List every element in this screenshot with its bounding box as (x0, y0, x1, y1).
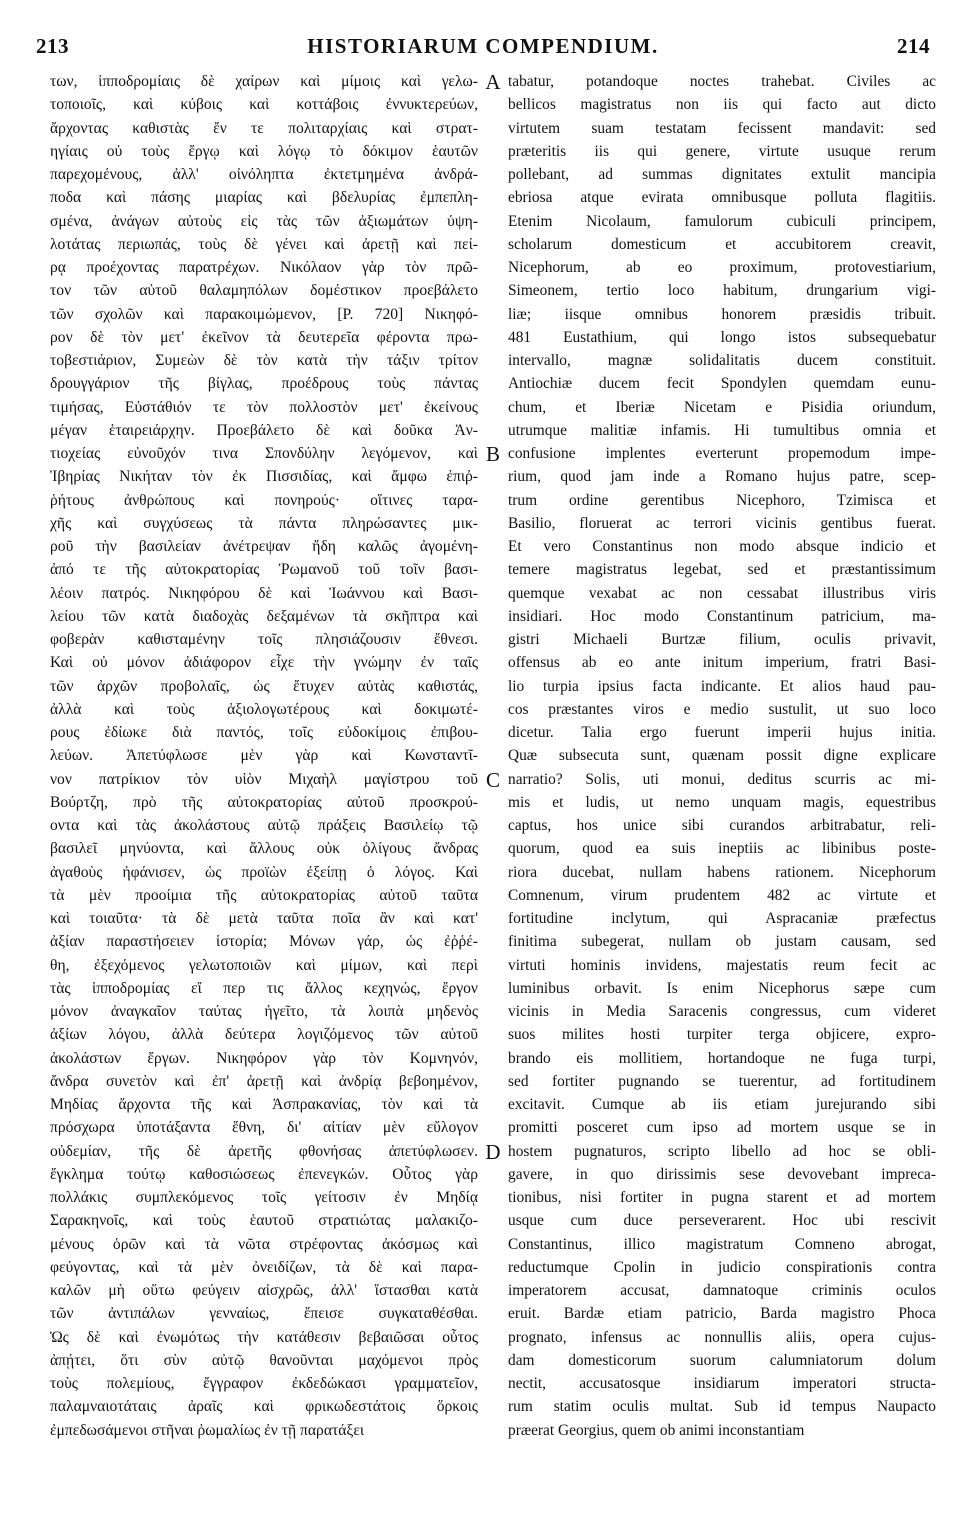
text-line: τῶν ἀρχῶν προβολαῖς, ὡς ἔτυχεν αὐτὰς καθιστάς, (50, 677, 478, 695)
text-line: καὶ τοιαῦτα· τὰ δὲ μετὰ ταῦτα ποῖα ἂν καὶ κατ' (50, 910, 478, 927)
text-line: excitavit. Cumque ab iis etiam jurejurando sibi (508, 1096, 936, 1113)
text-line: φεύγοντας, καὶ τὰ μὲν ὀνειδίζων, τὰ δὲ καὶ παρα- (50, 1258, 478, 1276)
text-line: μένους ὁρῶν καὶ τὰ νῶτα στρέφοντας ἀκόσμως καὶ (50, 1235, 478, 1253)
text-line: ἄρχοντας καθιστὰς ἔν τε πολιταρχίαις καὶ στρατ- (50, 119, 478, 137)
text-line: imperatorem accusat, damnatoque criminis oculos (508, 1282, 936, 1299)
text-line: πρόσχωρα ὑποτάξαντα ἔθνη, δι' αἰτίαν μὲν εὔλογον (50, 1119, 478, 1137)
margin-marker-a: A (485, 70, 501, 94)
text-line: οντα καὶ τὰς ἀκολάστους αὐτῷ πράξεις Βασιλείῳ τῷ (50, 817, 478, 834)
text-line: sed fortiter pugnando se tuerentur, ad fortitudinem (508, 1072, 936, 1090)
text-line: ἀκολάστων ἔργων. Νικηφόρον γὰρ τὸν Κομνηνόν, (50, 1049, 478, 1067)
text-line: μόνον ἀναγκαῖον ταύτας ἡγεῖτο, τὰ λοιπὰ μηδενὸς (50, 1003, 478, 1020)
text-line: ρον δὲ τὸν μετ' ἐκεῖνον τὰ δευτερεῖα φέροντα πρω- (50, 328, 478, 346)
text-line: τοβεστιάριον, Συμεὼν δὲ τὸν κατὰ τὴν τάξιν τρίτον (50, 352, 478, 369)
text-line: ἀλλὰ καὶ τοὺς ἀξιολογωτέρους καὶ δοκιμωτέ- (50, 700, 478, 718)
text-line: vicinis in Media Saracenis congressus, cum videret (508, 1003, 936, 1020)
text-line: chum, et Iberiæ Nicetam e Pisidia oriundum, (508, 398, 936, 416)
text-line: Quæ subsecuta sunt, quænam possit digne explicare (508, 747, 936, 765)
text-line: tabatur, potandoque noctes trahebat. Civiles ac (508, 73, 936, 90)
text-line: των, ἱπποδρομίαις δὲ χαίρων καὶ μίμοις καὶ γελω- (50, 73, 478, 90)
text-line: dicetur. Talia ergo fuerunt imperii hujus initia. (508, 724, 936, 741)
text-line: finitima subegerat, nullam ob justam causam, sed (508, 933, 936, 951)
text-line: ρους ἐδίωκε διὰ παντός, τοῖς εὐδοκίμοις ἐπιβου- (50, 724, 478, 741)
text-line: χῆς καὶ συγχύσεως τὰ πάντα πληρώσαντες μικ- (50, 514, 478, 532)
text-line: δρουγγάριον τῆς βίγλας, προέδρους τοὺς πάντας (50, 375, 478, 393)
text-line: Constantinus, illico magistratum Comneno abrogat, (508, 1235, 936, 1253)
text-line: temere magistratus legebat, sed et præstantissimum (508, 561, 936, 579)
text-line: Ὡς δὲ καὶ ἐνωμότως τὴν κατάθεσιν βεβαιῶσαι οὗτος (50, 1328, 478, 1346)
text-line: trum ordine gerentibus Nicephoro, Tzimisca et (508, 491, 936, 509)
text-line: prognato, infensus ac nonnullis aliis, opera cujus- (508, 1328, 936, 1346)
margin-marker-c: C (485, 768, 500, 792)
text-line: fortitudine inclytum, qui Aspracaniæ præfectus (508, 910, 936, 927)
text-line: παρεχομένους, ἀλλ' οἰνόληπτα ἐκτετμημένα ἀνδρά- (50, 166, 478, 183)
text-line: rium, quod jam inde a Romano hujus patre, scep- (508, 468, 936, 486)
text-line: Simeonem, tertio loco habitum, drungarium vigi- (508, 282, 936, 300)
text-line: Nicephorum, ab eo proximum, protovestiarium, (508, 259, 936, 276)
text-line: intervallo, magnæ solidalitatis ducem constituit. (508, 352, 936, 369)
text-line: gistri Michaeli Burtzæ filium, oculis privavit, (508, 631, 936, 648)
text-line: dam domesticorum suorum calumniatorum dolum (508, 1351, 936, 1369)
text-line: τιοχείας εὐνοῦχόν τινα Σπονδύλην λεγόμενον, καὶ (50, 445, 478, 462)
text-line: liæ; iisque omnibus honorem præsidis tribuit. (508, 305, 936, 323)
text-line: καλῶν μὴ οὕτω φεύγειν αἰσχρῶς, ἀλλ' ἵστασθαι κατὰ (50, 1282, 478, 1299)
text-line: ἀπό τε τῆς αὐτοκρατορίας Ῥωμανοῦ τοῦ τοῖν βασι- (50, 561, 478, 579)
text-line: Καὶ οὐ μόνον ἀδιάφορον εἶχε τὴν γνώμην ἐν ταῖς (50, 654, 478, 672)
text-line: pollebant, ad summas dignitates extulit mancipia (508, 166, 936, 183)
text-line: ebriosa atque evirata omnibusque polluta flagitiis. (508, 189, 936, 207)
text-line: Comnenum, virum prudentem 482 ac virtute et (508, 886, 936, 904)
text-line: virtuti hominis invidens, majestatis reum fecit ac (508, 956, 936, 974)
text-line: Ἰβηρίας Νικήταν τὸν ἐκ Πισσιδίας, καὶ ἄμφω ἐπιῤ- (50, 468, 478, 486)
text-line: πολλάκις συμπλεκόμενος τοῖς γείτοσιν ἐν Μηδίᾳ (50, 1189, 478, 1206)
text-line: quemque vexabat ac non cessabat illustribus viris (508, 584, 936, 602)
text-line: βασιλεῖ μηνύοντα, καὶ ἄλλους οὐκ ὀλίγους ἄνδρας (50, 840, 478, 858)
text-line: 481 Eustathium, qui longo istos subsequebatur (508, 328, 936, 346)
text-line: gavere, in quo dirissimis sese devovebant impreca- (508, 1165, 936, 1183)
text-line: λοτάτας περιωπάς, τοὺς δὲ γένει καὶ ἀρετῇ καὶ πεί- (50, 235, 478, 253)
text-line: insidiari. Hoc modo Constantinum patricium, ma- (508, 607, 936, 625)
text-line: λεύων. Ἀπετύφλωσε μὲν γὰρ καὶ Κωνσταντῖ- (50, 747, 478, 765)
page-number-left: 213 (36, 33, 69, 58)
text-line: ἄνδρα συνετὸν καὶ ἐπ' ἀρετῇ καὶ ἀνδρίᾳ βεβοημένον, (50, 1072, 478, 1090)
text-line: bellicos magistratus non iis qui facto aut dicto (508, 96, 936, 114)
page-header (36, 26, 930, 66)
text-line: ἔγκλημα τούτῳ καθοσιώσεως ἐπενεγκών. Οὗτος γὰρ (50, 1165, 478, 1183)
text-line: luminibus orbavit. Is enim Nicephorus sæpe cum (508, 979, 936, 997)
text-line: brando eis mollitiem, hortandoque ne fuga turpi, (508, 1049, 936, 1067)
text-line: ἐμπεδωσάμενοι στῆναι ῥωμαλίως ἐν τῇ παρατάξει (50, 1421, 365, 1439)
text-line: Βούρτζη, πρὸ τῆς αὐτοκρατορίας αὐτοῦ προσκρού- (50, 793, 478, 811)
latin-text-column (508, 70, 936, 1522)
text-line: φοβερὰν καθισταμένην τοῖς πλησιάζουσιν ἔθνεσι. (50, 631, 478, 648)
greek-text-column (50, 70, 478, 1522)
text-line: lio turpia ipsius facta indicante. Et alios haud pau- (508, 677, 936, 695)
text-line: quorum, quod ea suis ineptiis ac libinibus poste- (508, 840, 936, 858)
text-line: τῶν ἀντιπάλων γενναίως, ἔπεισε συγκαταθέσθαι. (50, 1305, 478, 1323)
text-line: Et vero Constantinus non modo absque indicio et (508, 538, 936, 555)
text-line: νον πατρίκιον τὸν υἱὸν Μιχαὴλ μαγίστρου τοῦ (50, 770, 478, 788)
text-line: σμένα, ἀνάγων αὐτοὺς εἰς τὰς τῶν ἀξιωμάτων ὑψη- (50, 212, 478, 230)
text-line: τιμήσας, Εὐστάθιόν τε τὸν πολλοστὸν μετ' ἐκείνους (50, 398, 478, 416)
text-line: παλαμναιοτάταις ἀραῖς καὶ φρικωδεστάτοις ὅρκοις (50, 1398, 478, 1416)
text-line: λείου τῶν κατὰ διαδοχὰς δεξαμένων τὰ σκῆπτρα καὶ (50, 607, 478, 625)
text-line: Basilio, floruerat ac terrori vicinis gentibus fuerat. (508, 514, 936, 532)
running-title: HISTORIARUM COMPENDIUM. (307, 33, 659, 58)
text-line: ῥήτους ἀνθρώπους καὶ πονηρούς· οἵτινες ταρα- (50, 491, 478, 509)
text-line: ἀξίων λόγου, ἀλλὰ δεύτερα λογιζόμενος τῶν αὐτοῦ (50, 1026, 478, 1044)
text-line: ροῦ τὴν βασιλείαν ἀνέτρεψαν ἤδη καλῶς ἀγομένη- (50, 538, 478, 555)
text-line: tionibus, nisi fortiter in pugna starent et ad mortem (508, 1189, 936, 1206)
text-line: promitti posceret cum ipso ad mortem usque se in (508, 1119, 936, 1137)
text-line: riora ducebat, nullam habens rationem. Nicephorum (508, 863, 936, 881)
text-line: τὰ μὲν προοίμια τῆς αὐτοκρατορίας αὐτοῦ ταῦτα (50, 886, 478, 904)
text-line: rum statim oculis multat. Sub id tempus Naupacto (508, 1398, 936, 1416)
margin-marker-b: B (485, 442, 500, 466)
text-line: ποδα καὶ πάσης μιαρίας καὶ βδελυρίας ἐμπεπλη- (50, 189, 478, 207)
text-line: θη, ἐξεχόμενος γελωτοποιῶν καὶ μίμων, καὶ περὶ (50, 956, 478, 974)
text-line: Μηδίας ἄρχοντα τῆς καὶ Ἀσπρακανίας, τὸν καὶ τὰ (50, 1096, 478, 1113)
text-line: τοὺς πολεμίους, ἔγγραφον ἐκδεδώκασι γραμματεῖον, (50, 1375, 478, 1392)
text-line: Σαρακηνοῖς, καὶ τοὺς ἑαυτοῦ στρατιώτας μαλακιζο- (50, 1212, 478, 1230)
text-line: confusione implentes everterunt propemodum impe- (508, 445, 936, 462)
text-line: ἀπῄτει, ὅτι σὺν αὐτῷ θανοῦνται μαχόμενοι πρὸς (50, 1351, 478, 1369)
margin-marker-d: D (485, 1140, 501, 1164)
text-line: ρᾳ προέχοντας παρατρέχων. Νικόλαον γὰρ τὸν πρῶ- (50, 259, 478, 276)
text-line: οὐδεμίαν, τῆς δὲ ἀρετῆς φθονήσας ἀπετύφλωσεν. (50, 1142, 478, 1160)
text-line: λέοιν πατρός. Νικηφόρου δὲ καὶ Ἰωάννου καὶ Βασι- (50, 584, 478, 602)
text-line: μέγαν ἑταιρειάρχην. Προεβάλετο δὲ καὶ δοῦκα Ἀν- (50, 421, 478, 439)
text-line: scholarum domesticum et accubitorem creavit, (508, 235, 936, 253)
text-line: Etenim Nicolaum, famulorum cubiculi principem, (508, 212, 936, 230)
text-line: narratio? Solis, uti monui, deditus scurris ac mi- (508, 770, 936, 788)
text-line: ηγίαις οὐ τοὺς ἔργῳ καὶ λόγῳ τὸ δόκιμον ἑαυτῶν (50, 142, 478, 160)
text-line: τον τῶν αὐτοῦ θαλαμηπόλων δομέστικον προεβάλετο (50, 282, 478, 300)
text-line: τῶν σχολῶν καὶ παρακοιμώμενον, [P. 720] Νικηφό- (50, 305, 478, 323)
text-line: usque cum duce perseverarent. Hoc ubi rescivit (508, 1212, 936, 1230)
text-line: ἀξίαν παραστήσειεν ἱστορία; Μόνων γάρ, ὡς ἐῤῥέ- (50, 933, 478, 951)
text-line: suos milites hosti turpiter terga objicere, expro- (508, 1026, 936, 1044)
text-line: Antiochiæ ducem fecit Spondylen quemdam eunu- (508, 375, 936, 393)
text-line: captus, hos unice sibi curandos arbitrabatur, reli- (508, 817, 936, 834)
text-line: præteritis iis qui genere, virtute usuque rerum (508, 142, 936, 160)
text-line: reductumque Cpolin in judicio conspirationis contra (508, 1258, 936, 1276)
text-line: utrumque malitiæ infamis. Hi tumultibus omnia et (508, 421, 936, 439)
text-line: offensus ab eo ante initum imperium, fratri Basi- (508, 654, 936, 672)
text-line: τὰς ἱπποδρομίας εἴ περ τις ἄλλος κεχηνώς, ἔργον (50, 979, 478, 997)
text-line: mis et ludis, ut nemo unquam magis, equestribus (508, 793, 936, 811)
text-line: hostem pugnaturos, scripto libello ad hoc se obli- (508, 1142, 936, 1160)
text-line: ἀγαθοὺς ἠφάνισεν, ὡς προϊὼν ἐξείπῃ ὁ λόγος. Καὶ (50, 863, 478, 881)
page-number-right: 214 (896, 33, 930, 58)
text-line: τοποιοῖς, καὶ κύβοις καὶ κοττάβοις ἐννυκτερεύων, (50, 96, 478, 114)
text-line: nectit, accusatosque insidiarum imperatori structa- (508, 1375, 936, 1392)
text-line: eruit. Bardæ etiam patricio, Barda magistro Phoca (508, 1305, 936, 1323)
text-line: præerat Georgius, quem ob animi inconstantiam (508, 1421, 805, 1439)
text-line: virtutem suam testatam fecissent mandavit: sed (508, 119, 936, 137)
text-line: cos præstantes viros e medio sustulit, ut suo loco (508, 700, 936, 718)
